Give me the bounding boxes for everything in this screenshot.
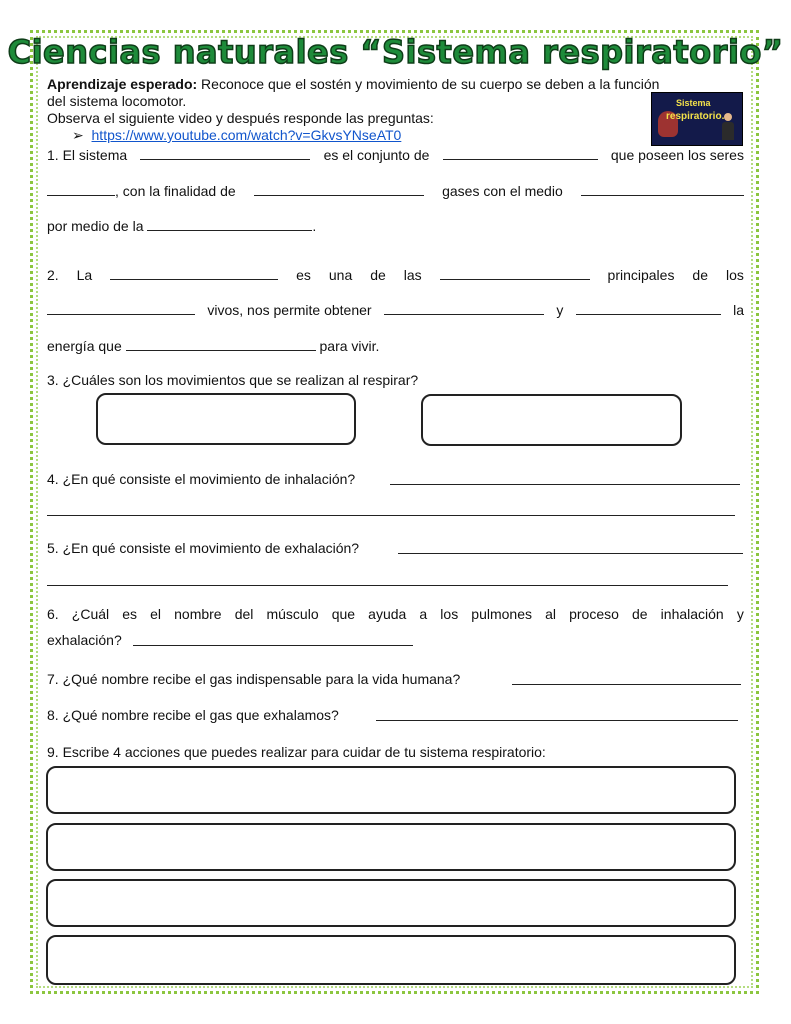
q6-word: el xyxy=(150,606,162,622)
q6-word: a xyxy=(419,606,428,622)
q6-word: al xyxy=(545,606,556,622)
q2-blank-3[interactable] xyxy=(47,302,195,315)
q1-blank-3[interactable] xyxy=(47,183,115,196)
q2-line-1 xyxy=(47,266,744,284)
q2-word: las xyxy=(403,267,422,283)
presenter-icon xyxy=(722,113,734,141)
intro-line-1 xyxy=(47,75,659,93)
q6-word: músculo xyxy=(266,606,319,622)
q6-word: ¿Cuál xyxy=(71,606,110,622)
q1-text-2: es el conjunto de xyxy=(323,147,430,163)
q2-word: los xyxy=(725,267,744,283)
q2-blank-6[interactable] xyxy=(126,338,316,351)
q6-word: de xyxy=(632,606,648,622)
q1-text-3: que poseen los seres xyxy=(610,147,744,163)
q6-word: los xyxy=(440,606,459,622)
video-link[interactable]: https://www.youtube.com/watch?v=GkvsYNseAT0 xyxy=(91,127,402,143)
q1-blank-4[interactable] xyxy=(254,183,424,196)
q2-text-6: para vivir. xyxy=(319,338,380,354)
q1-blank-5[interactable] xyxy=(581,183,744,196)
q6-word: es xyxy=(122,606,138,622)
q1-line-1 xyxy=(47,146,744,164)
q1-line-3 xyxy=(47,217,316,235)
q3-answer-box-2[interactable] xyxy=(421,394,682,446)
q6-word: 6. xyxy=(47,606,59,622)
q9-answer-box-3[interactable] xyxy=(46,879,736,927)
q8-question: 8. ¿Qué nombre recibe el gas que exhalamos? xyxy=(47,707,339,723)
video-thumbnail[interactable] xyxy=(651,92,743,146)
q4-answer-line-2[interactable] xyxy=(47,515,735,516)
q1-line-2 xyxy=(47,182,744,200)
q2-text-5: energía que xyxy=(47,338,122,354)
worksheet-title: Ciencias naturales “Sistema respiratorio” xyxy=(7,33,784,71)
q2-blank-5[interactable] xyxy=(576,302,721,315)
q6-word: nombre xyxy=(174,606,222,622)
q7-question: 7. ¿Qué nombre recibe el gas indispensable para la vida humana? xyxy=(47,671,461,687)
q7-answer-line[interactable] xyxy=(512,684,741,685)
q2-text-2: vivos, nos permite obtener xyxy=(207,302,372,318)
q1-text-5: gases con el medio xyxy=(442,183,563,199)
q3-answer-box-1[interactable] xyxy=(96,393,356,445)
instruction-text: Observa el siguiente video y después responde las preguntas: xyxy=(47,110,434,126)
q6-word: del xyxy=(234,606,254,622)
learning-text-1: Reconoce que el sostén y movimiento de su cuerpo se deben a la función xyxy=(201,76,660,92)
q6-word: que xyxy=(331,606,356,622)
q6-word: pulmones xyxy=(471,606,532,622)
q5-answer-line-2[interactable] xyxy=(47,585,728,586)
q2-word: una xyxy=(328,267,353,283)
q2-line-2 xyxy=(47,301,744,319)
q5-answer-line-1[interactable] xyxy=(398,553,743,554)
q2-line-3 xyxy=(47,337,379,355)
q2-word: 2. xyxy=(47,267,59,283)
q2-word: de xyxy=(692,267,708,283)
arrow-bullet-icon: ➢ xyxy=(72,127,84,143)
q2-text-4: la xyxy=(733,302,744,318)
q1-text-6: por medio de la xyxy=(47,218,144,234)
q1-text-7: . xyxy=(312,218,317,234)
thumbnail-title-2: respiratorio. xyxy=(666,111,725,122)
q6-word: y xyxy=(736,606,744,622)
q2-blank-4[interactable] xyxy=(384,302,544,315)
q4-answer-line-1[interactable] xyxy=(390,484,740,485)
q1-blank-1[interactable] xyxy=(140,147,310,160)
q6-line-2: exhalación? xyxy=(47,632,122,648)
q9-answer-box-4[interactable] xyxy=(46,935,736,985)
q6-word: proceso xyxy=(569,606,619,622)
q6-word: ayuda xyxy=(368,606,407,622)
q2-text-3: y xyxy=(556,302,564,318)
learning-text-2: del sistema locomotor. xyxy=(47,93,187,109)
q2-word: de xyxy=(370,267,386,283)
q2-word: principales xyxy=(607,267,675,283)
q9-question: 9. Escribe 4 acciones que puedes realizar para cuidar de tu sistema respiratorio: xyxy=(47,744,546,760)
thumbnail-title-1: Sistema xyxy=(676,98,711,108)
link-line xyxy=(72,126,401,144)
q2-blank-2[interactable] xyxy=(440,267,590,280)
q2-blank-1[interactable] xyxy=(110,267,278,280)
q9-answer-box-2[interactable] xyxy=(46,823,736,871)
q9-answer-box-1[interactable] xyxy=(46,766,736,814)
q2-word: La xyxy=(76,267,93,283)
q6-line-1 xyxy=(47,605,744,623)
q5-question: 5. ¿En qué consiste el movimiento de exhalación? xyxy=(47,540,360,556)
q2-word: es xyxy=(296,267,311,283)
q8-answer-line[interactable] xyxy=(376,720,738,721)
q6-word: inhalación xyxy=(660,606,724,622)
learning-label: Aprendizaje esperado: xyxy=(47,76,198,92)
q1-blank-6[interactable] xyxy=(147,218,312,231)
q4-question: 4. ¿En qué consiste el movimiento de inhalación? xyxy=(47,471,356,487)
q1-blank-2[interactable] xyxy=(443,147,598,160)
q1-text-1: 1. El sistema xyxy=(47,147,128,163)
q1-text-4: , con la finalidad de xyxy=(115,183,236,199)
q3-question: 3. ¿Cuáles son los movimientos que se realizan al respirar? xyxy=(47,372,419,388)
q6-answer-line[interactable] xyxy=(133,645,413,646)
